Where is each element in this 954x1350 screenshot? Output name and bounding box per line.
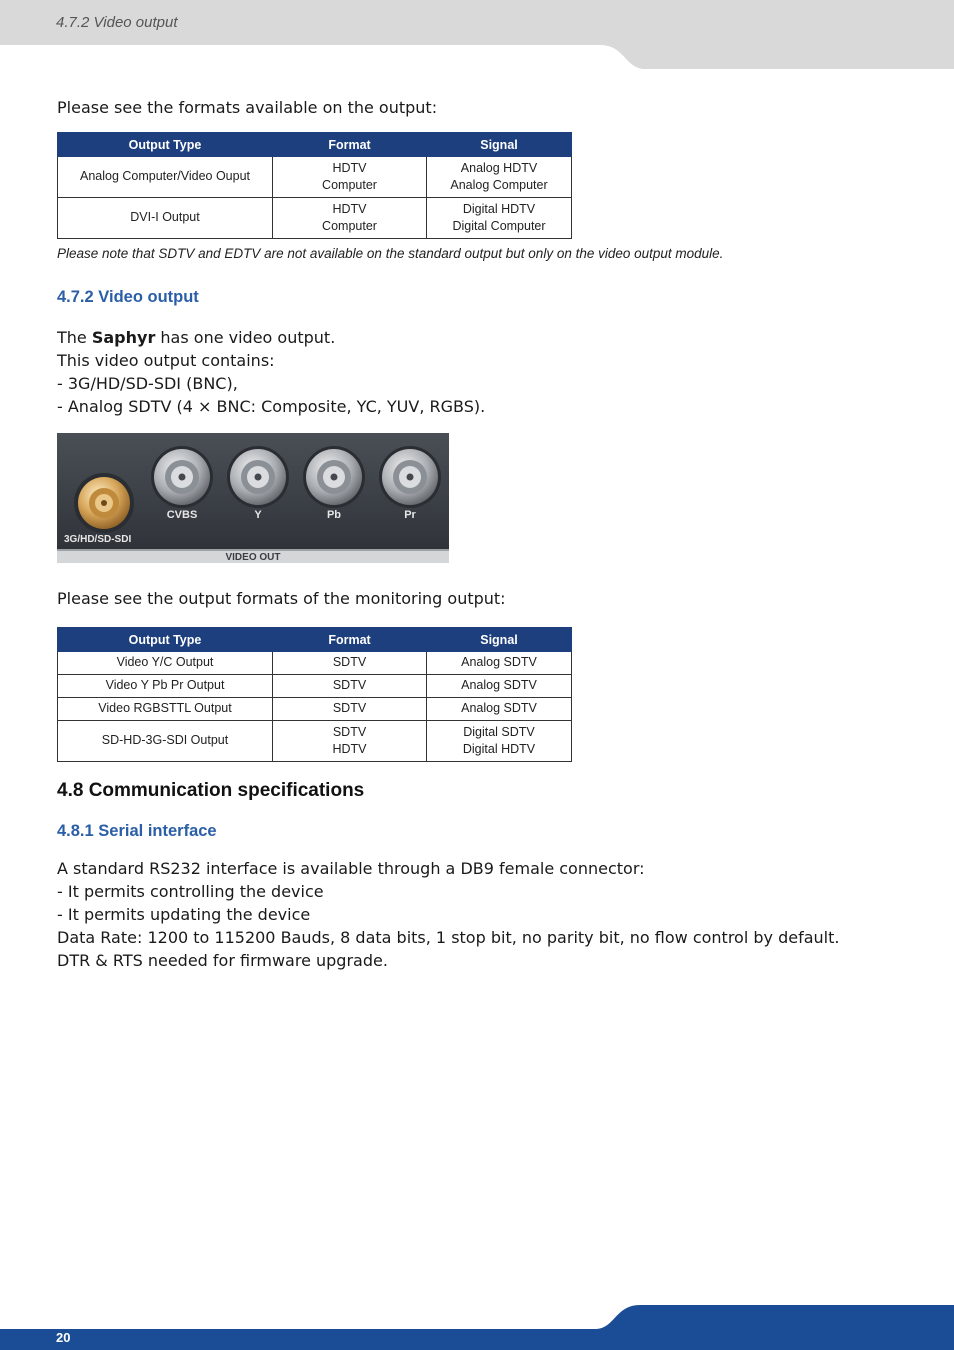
- format-cell: SDTV: [273, 652, 427, 675]
- signal-value: Digital HDTV: [462, 201, 536, 216]
- signal-cell: [427, 198, 572, 239]
- table-row: [58, 721, 572, 762]
- description-line: - It permits updating the device: [57, 905, 311, 924]
- header-band: [0, 0, 954, 70]
- description-line: - It permits controlling the device: [57, 882, 324, 901]
- pr-label: Pr: [404, 509, 416, 521]
- monitoring-table: [57, 627, 572, 762]
- signal-value: Analog HDTV: [460, 160, 538, 175]
- section-heading-472: 4.7.2 Video output: [57, 288, 199, 306]
- output-type-cell: Video Y/C Output: [58, 652, 273, 675]
- description-line: - Analog SDTV (4 × BNC: Composite, YC, YUV, RGBS).: [57, 397, 486, 416]
- sdi-connector: [74, 473, 134, 533]
- page-number: 20: [56, 1330, 71, 1345]
- output-type-cell: Video RGBSTTL Output: [58, 698, 273, 721]
- signal-value: Digital SDTV: [463, 724, 535, 739]
- cvbs-label: CVBS: [166, 509, 198, 521]
- description-line: - 3G/HD/SD-SDI (BNC),: [57, 374, 238, 393]
- serial-interface-description: [57, 857, 839, 972]
- section-heading-48: 4.8 Communication specifications: [57, 780, 365, 801]
- table-row: [58, 652, 572, 675]
- format-value: HDTV: [332, 201, 367, 216]
- table-row: [58, 157, 572, 198]
- y-connector: [227, 446, 289, 508]
- running-header: 4.7.2 Video output: [56, 14, 178, 31]
- description-line: A standard RS232 interface is available through a DB9 female connector:: [57, 859, 645, 878]
- description-line: This video output contains:: [57, 351, 275, 370]
- table-row: [58, 198, 572, 239]
- signal-cell: [427, 157, 572, 198]
- cvbs-connector: [151, 446, 213, 508]
- column-header: Output Type: [58, 133, 273, 157]
- signal-cell: Analog SDTV: [427, 652, 572, 675]
- video-out-label: VIDEO OUT: [225, 552, 281, 563]
- signal-value: Digital Computer: [452, 219, 546, 233]
- video-out-panel-photo: [57, 433, 449, 563]
- format-cell: SDTV: [273, 675, 427, 698]
- description-line: DTR & RTS needed for firmware upgrade.: [57, 951, 388, 970]
- signal-value: Analog Computer: [450, 178, 548, 192]
- video-output-description: [57, 326, 485, 418]
- description-line: [57, 326, 485, 349]
- product-name: Saphyr: [91, 328, 156, 347]
- intro-text: Please see the formats available on the output:: [57, 98, 438, 117]
- pb-connector: [303, 446, 365, 508]
- table-row: [58, 698, 572, 721]
- footer-band: [0, 1300, 954, 1350]
- column-header: Signal: [427, 133, 572, 157]
- format-cell: [273, 721, 427, 762]
- format-value: SDTV: [332, 724, 367, 739]
- table-row: [58, 675, 572, 698]
- format-value: Computer: [322, 219, 377, 233]
- format-cell: [273, 157, 427, 198]
- pb-label: Pb: [326, 509, 342, 521]
- column-header: Format: [273, 133, 427, 157]
- column-header: Output Type: [58, 628, 273, 652]
- signal-cell: Analog SDTV: [427, 675, 572, 698]
- text-run: has one video output.: [155, 328, 336, 347]
- column-header: Format: [273, 628, 427, 652]
- format-cell: [273, 198, 427, 239]
- output-type-cell: Video Y Pb Pr Output: [58, 675, 273, 698]
- signal-cell: Analog SDTV: [427, 698, 572, 721]
- output-type-cell: DVI-I Output: [58, 198, 273, 239]
- section-heading-481: 4.8.1 Serial interface: [57, 822, 217, 840]
- format-value: HDTV: [332, 160, 367, 175]
- pr-connector: [379, 446, 441, 508]
- output-type-cell: SD-HD-3G-SDI Output: [58, 721, 273, 762]
- signal-value: Digital HDTV: [462, 742, 536, 756]
- column-header: Signal: [427, 628, 572, 652]
- output-type-cell: Analog Computer/Video Ouput: [58, 157, 273, 198]
- signal-cell: [427, 721, 572, 762]
- description-line: Data Rate: 1200 to 115200 Bauds, 8 data bits, 1 stop bit, no parity bit, no flow control by default.: [57, 928, 840, 947]
- monitoring-intro-text: Please see the output formats of the monitoring output:: [57, 589, 506, 608]
- format-cell: SDTV: [273, 698, 427, 721]
- format-value: HDTV: [332, 742, 367, 756]
- format-value: Computer: [322, 178, 377, 192]
- text-run: The: [57, 328, 92, 347]
- sdi-label: 3G/HD/SD-SDI: [64, 534, 132, 545]
- availability-note: Please note that SDTV and EDTV are not available on the standard output but only on the video output module.: [57, 246, 724, 261]
- output-table: [57, 132, 572, 239]
- y-label: Y: [254, 509, 262, 521]
